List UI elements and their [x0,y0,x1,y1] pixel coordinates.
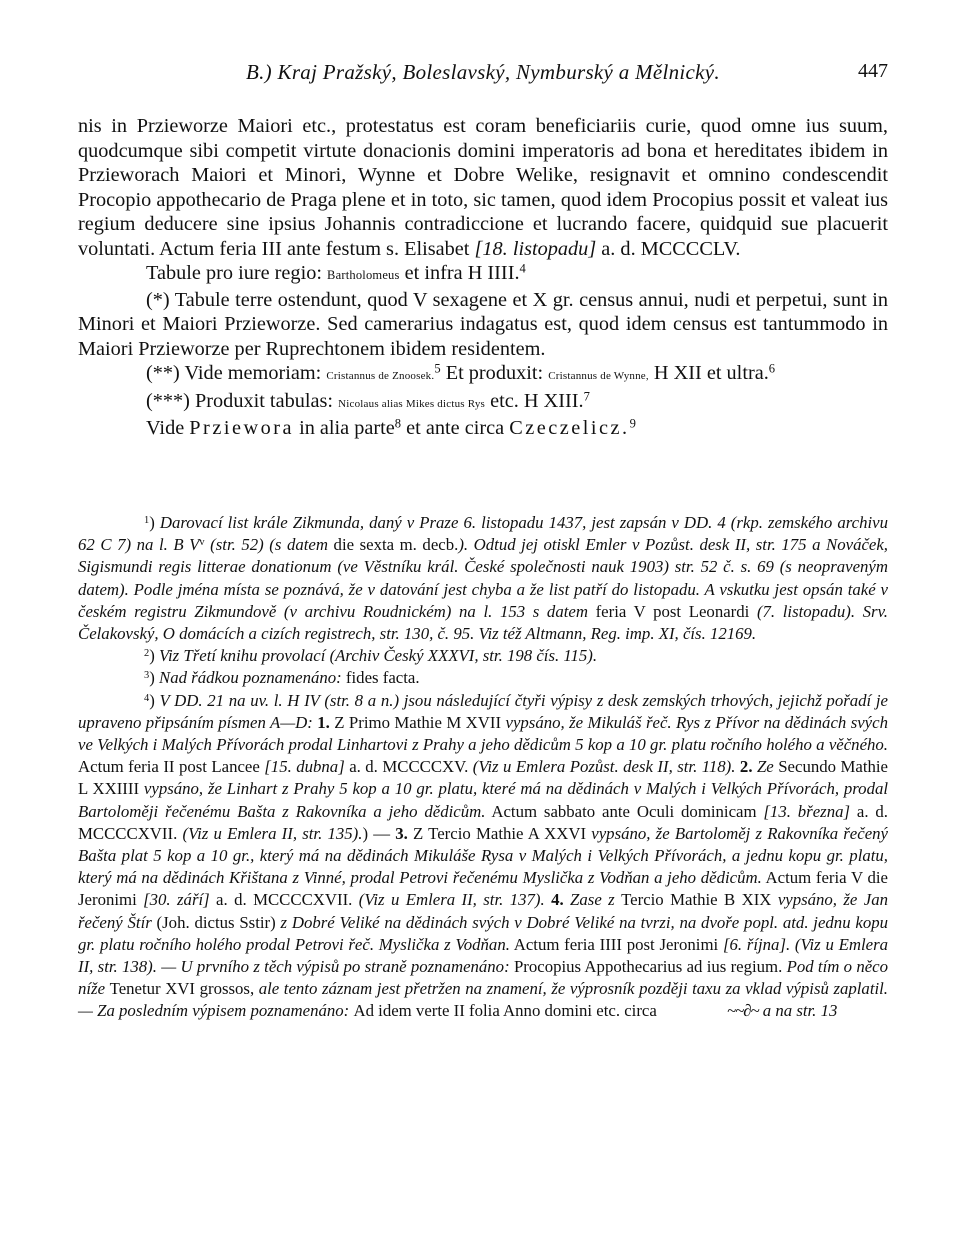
footnote-ref: 8 [394,416,402,431]
personal-name: Nicolaus alias Mikes dictus Rys [338,397,486,410]
main-text [78,114,888,441]
paragraph-6: Vide Przieworа in alia parte$^8$ et ante circa Czeczelicz.$^9$ [146,416,636,439]
footnote-ref: 9 [629,416,636,431]
footnote-4: $^4$) V DD. 21 na uv. l. H IV (str. 8 a n.) jsou následující čtyři výpisy z desk zemských trhových, jejichž pořadí je upraveno připsáním písmen A—D: 1. Z Primo Mathie M XVII vypsáno, že Mikuláš řeč. Rys z Přívor na dědinách svých ve Velkých i Malých Přívorách prodal Linhartovi z Prahy a jeho dědicům 5 kop a 10 gr. platu ročního holého a věčného. Actum feria II post Lancee [15. dubna] a. d. MCCCCXV. (Viz u Emlera Pozůst. desk II, str. 118). 2. Ze Secundo Mathie L XXIIII vypsáno, že Linhart z Prahy 5 kop a 10 gr. platu, které má na dědinách v Malých i Velkých Přívorách, prodal Bartoloměji řečenému Bašta z Rakovníka a jeho dědicům. Actum sabbato ante Oculi dominicam [13. března] a. d. MCCCCXVII. (Viz u Emlera II, str. 135).) — 3. Z Tercio Mathie A XXVI vypsáno, že Bartoloměj z Rakovníka řečený Bašta plat 5 kop a 10 gr., který má na dědinách Mikuláše Rysa v Malých i Velkých Přívorách, a jednu kopu gr. platu, který má na dědinách Křištana z Vinné, prodal Petrovi řečenému Myslička z Vodňan a jeho dědicům. Actum feria V die Jeronimi [30. září] a. d. MCCCCXVII. (Viz u Emlera II, str. 137). 4. Zase z Tercio Mathie B XIX vypsáno, že Jan řečený Štír (Joh. dictus Sstir) z Dobré Veliké na dědinách svých v Dobré Veliké na tvrzi, na dvoře popl. atd. jednu kopu gr. platu ročního holého prodal Petrovi řeč. Myslička z Vodňan. Actum feria IIII post Jeronimi [6. října]. (Viz u Emlera II, str. 138). — U prvního z těch výpisů po straně poznamenáno: Procopius Appothecarius ad ius regium. Pod tím o něco níže Tenetur XVI grossos, ale tento záznam jest přetržen na znamení, že výprosník později taxu za vklad výpisů zaplatil. — Za posledním výpisem poznamenáno: Ad idem verte II folia Anno domini etc. circa ~~∂~ a na str. 13 [78,690,888,1023]
place-name: Czeczelicz. [509,417,630,439]
footnote-ref: 7 [583,389,590,404]
footnote-number: 3 [144,670,150,682]
personal-name: Bartholomeus [327,268,400,282]
place-name: Przieworа [189,417,294,439]
paragraph-4: (**) Vide memoriam: Cristannus de Znoosek.$^5$ Et produxit: Cristannus de Wynne, H XII et ultra.$^6$ [146,361,776,384]
personal-name: Cristannus de Wynne, [548,370,649,382]
running-title: B.) Kraj Pražský, Boleslavský, Nymburský a Mělnický. [246,60,720,84]
page-number: 447 [858,60,888,82]
footnote-number: 4 [144,692,150,704]
personal-name: Cristannus de Znoosek. [326,370,435,382]
footnote-number: 1 [144,514,150,526]
paragraph-3: (*) Tabule terre ostendunt, quod V sexagene et X gr. census annui, nudi et perpetui, sunt in Minori et Maiori Przieworze. Sed camerarius indagatus est, quod idem census est tantummodo in Maiori Przieworze per Ruprechtonem ibidem residentem. [78,288,888,360]
footnote-number: 2 [144,648,150,660]
footnote-1: $^1$) Darovací list krále Zikmunda, daný v Praze 6. listopadu 1437, jest zapsán v DD. 4 (rkp. zemského archivu 62 C 7) na l. B $V^v$ (str. 52) (s datem die sexta m. decb.). Odtud jej otiskl Emler v Pozůst. desk II, str. 175 a Nováček, Sigismundi regis litterae donationum (ve Věstníku král. České společnosti nauk 1903) str. 52 č. s. 69 (s neopraveným datem). Podle jména místa se poznává, že v datování jest chyba a že list patří do listopadu. A vskutku jest opsán také v českém registru Zikmundově (v archivu Roudnickém) na l. 153 s datem feria V post Leonardi (7. listopadu). Srv. Čelakovský, O domácích a cizích registrech, str. 130, č. 95. Viz též Altmann, Reg. imp. XI, čís. 12169. [78,513,888,644]
date-note: [18. listopadu] [474,237,597,260]
footnote-ref: 5 [434,361,441,376]
footnote-ref: 6 [768,361,776,376]
footnotes [78,512,888,1023]
page-header [78,60,888,90]
paragraph-1: nis in Przieworze Maiori etc., protestatus est coram beneficiariis curie, quod omne ius suum, quodcumque sibi competit virtute donacionis domini imperatoris ad bona et hereditates ibidem in Przieworach Maiori et Minori, Wynne et Dobre Welike, resignavit et omnino condescendit Procopio appothecario de Praga plene et in toto, sic tamen, quod idem Procopius possit et valeat ius regium deducere sine ipsius Johannis contradiccione et lucrando facere, quidquid sue placuerit voluntati. Actum feria III ante festum s. Elisabet [18. listopadu] a. d. MCCCCLV. [78,115,888,260]
paragraph-5: (***) Produxit tabulas: Nicolaus alias Mikes dictus Rys etc. H XIII.$^7$ [146,389,590,412]
paragraph-2: Tabule pro iure regio: Bartholomeus et infra H IIII.$^4$ [146,261,526,284]
footnote-2: $^2$) Viz Třetí knihu provolací (Archiv Český XXXVI, str. 198 čís. 115). [144,646,598,666]
footnote-3: $^3$) Nad řádkou poznamenáno: fides facta. [144,668,420,688]
footnote-ref: 4 [519,261,526,276]
manuscript-mark: ~~∂~ [727,1001,759,1021]
